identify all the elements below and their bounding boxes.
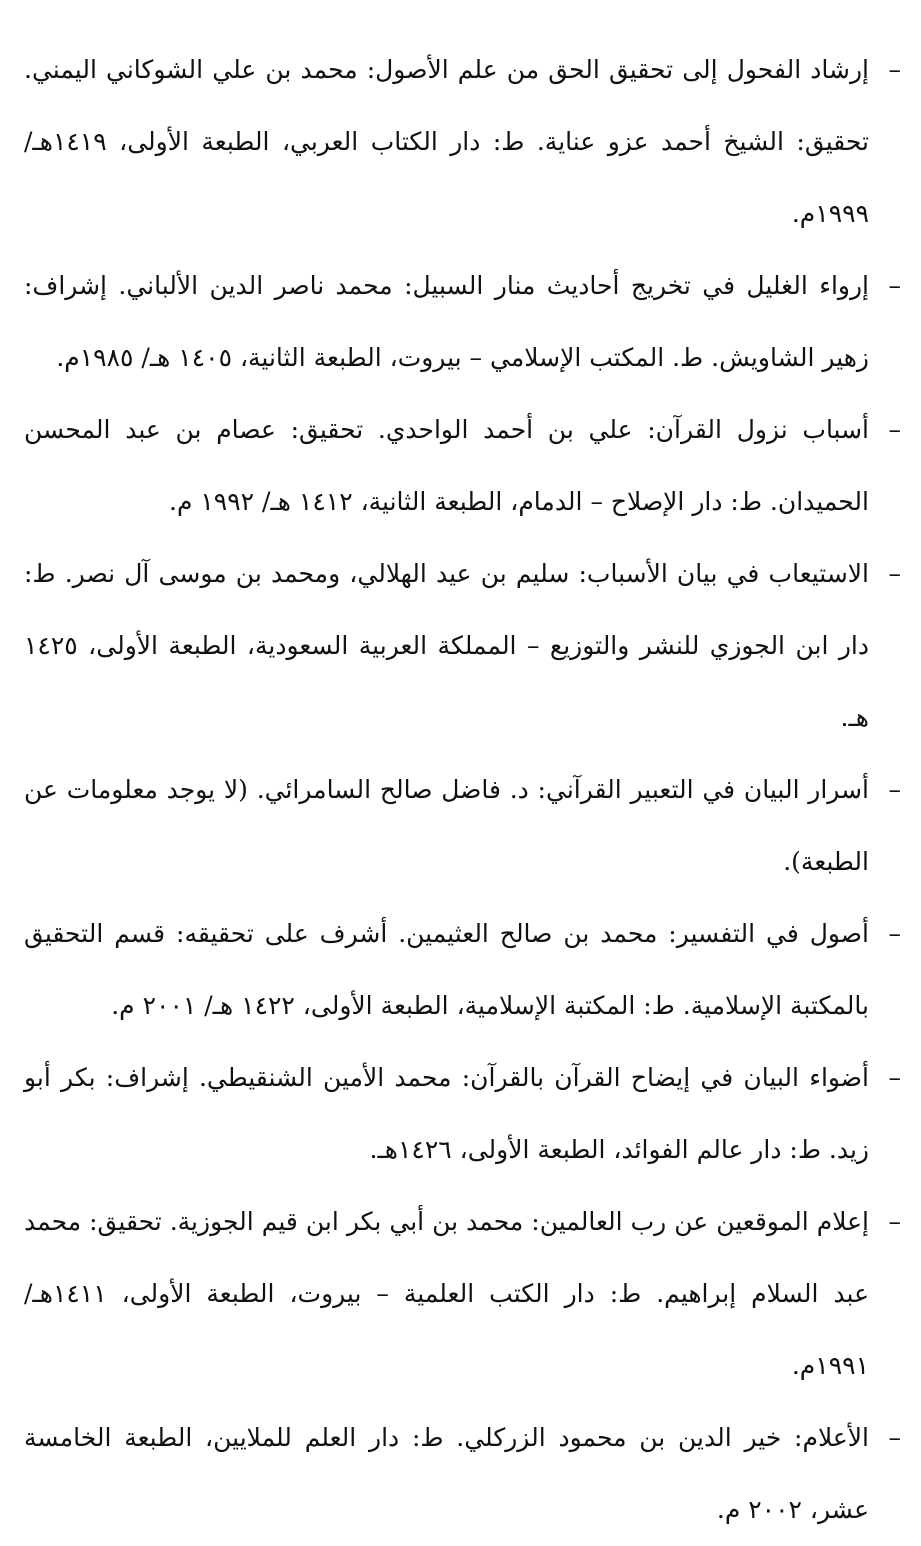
reference-text: إرواء الغليل في تخريج أحاديث منار السبيل: محمد ناصر الدين الألباني. إشراف: زهير الشاويش. ط. المكتب الإسلامي – بيروت، الطبعة الثانية، ١٤٠٥ هـ/ ١٩٨٥م. <box>24 271 869 372</box>
reference-item <box>24 250 901 394</box>
list-dash: – <box>888 775 901 804</box>
reference-text: الأعلام: خير الدين بن محمود الزركلي. ط: دار العلم للملايين، الطبعة الخامسة عشر، ٢٠٠٢ م. <box>24 1423 869 1524</box>
reference-item <box>24 1042 901 1186</box>
list-dash: – <box>888 1423 901 1452</box>
list-dash: – <box>888 559 901 588</box>
reference-list <box>24 34 901 1546</box>
reference-text: إرشاد الفحول إلى تحقيق الحق من علم الأصول: محمد بن علي الشوكاني اليمني. تحقيق: الشيخ أحمد عزو عناية. ط: دار الكتاب العربي، الطبعة الأولى، ١٤١٩هـ/ ١٩٩٩م. <box>24 55 869 228</box>
list-dash: – <box>888 919 901 948</box>
reference-text: أسباب نزول القرآن: علي بن أحمد الواحدي. تحقيق: عصام بن عبد المحسن الحميدان. ط: دار الإصلاح – الدمام، الطبعة الثانية، ١٤١٢ هـ/ ١٩٩٢ م. <box>24 415 869 516</box>
reference-item <box>24 394 901 538</box>
reference-item <box>24 538 901 754</box>
list-dash: – <box>888 1207 901 1236</box>
reference-text: أسرار البيان في التعبير القرآني: د. فاضل صالح السامرائي. (لا يوجد معلومات عن الطبعة). <box>24 775 869 876</box>
reference-text: أصول في التفسير: محمد بن صالح العثيمين. أشرف على تحقيقه: قسم التحقيق بالمكتبة الإسلامية. ط: المكتبة الإسلامية، الطبعة الأولى، ١٤٢٢ هـ/ ٢٠٠١ م. <box>24 919 869 1020</box>
reference-item <box>24 898 901 1042</box>
reference-item <box>24 1186 901 1402</box>
list-dash: – <box>888 55 901 84</box>
list-dash: – <box>888 415 901 444</box>
reference-text: الاستيعاب في بيان الأسباب: سليم بن عيد الهلالي، ومحمد بن موسى آل نصر. ط: دار ابن الجوزي للنشر والتوزيع – المملكة العربية السعودية، الطبعة الأولى، ١٤٢٥ هـ. <box>24 559 869 732</box>
reference-item <box>24 34 901 250</box>
reference-text: أضواء البيان في إيضاح القرآن بالقرآن: محمد الأمين الشنقيطي. إشراف: بكر أبو زيد. ط: دار عالم الفوائد، الطبعة الأولى، ١٤٢٦هـ. <box>24 1063 869 1164</box>
reference-text: إعلام الموقعين عن رب العالمين: محمد بن أبي بكر ابن قيم الجوزية. تحقيق: محمد عبد السلام إبراهيم. ط: دار الكتب العلمية – بيروت، الطبعة الأولى، ١٤١١هـ/ ١٩٩١م. <box>24 1207 869 1380</box>
list-dash: – <box>888 271 901 300</box>
list-dash: – <box>888 1063 901 1092</box>
reference-item <box>24 1402 901 1546</box>
reference-item <box>24 754 901 898</box>
references-page <box>24 34 901 1546</box>
